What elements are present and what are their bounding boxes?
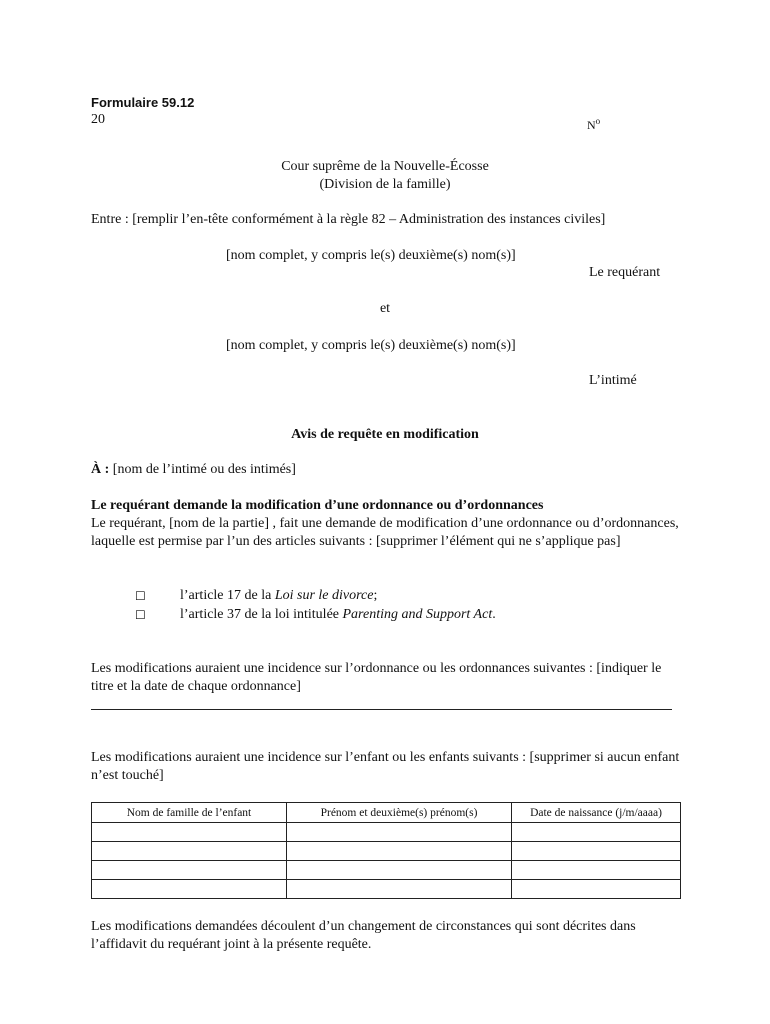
table-cell[interactable] [287, 842, 512, 861]
table-cell[interactable] [512, 861, 681, 880]
table-row [92, 861, 681, 880]
table-cell[interactable] [287, 880, 512, 899]
and-word: et [379, 301, 391, 316]
number-suffix: o [595, 116, 601, 126]
table-cell[interactable] [287, 861, 512, 880]
request-body: Le requérant, [nom de la partie] , fait une demande de modification d’une ordonnance ou d’ordonnances, laquelle est permise par l’un des articles suivants : [supprimer l’élément qui ne s’applique pas] [91, 516, 679, 549]
addressee-line [91, 461, 296, 479]
respondent-role: L’intimé [589, 373, 637, 388]
table-cell[interactable] [92, 823, 287, 842]
notice-title: Avis de requête en modification [291, 427, 479, 442]
table-cell[interactable] [512, 880, 681, 899]
children-text: Les modifications auraient une incidence sur l’enfant ou les enfants suivants : [supprimer si aucun enfant n’est touché] [91, 750, 680, 783]
column-header-last-name: Nom de famille de l’enfant [92, 803, 287, 823]
option-text: l’article 17 de la Loi sur le divorce; [180, 588, 378, 603]
table-cell[interactable] [287, 823, 512, 842]
table-cell[interactable] [92, 880, 287, 899]
option-text: l’article 37 de la loi intitulée Parenting and Support Act. [180, 607, 496, 622]
applicant-name: [nom complet, y compris le(s) deuxième(s) nom(s)] [226, 248, 516, 263]
children-table [91, 802, 681, 899]
respondent-name: [nom complet, y compris le(s) deuxième(s) nom(s)] [226, 338, 516, 353]
option-divorce-act [135, 587, 378, 606]
column-header-birthdate: Date de naissance (j/m/aaaa) [512, 803, 681, 823]
between-line: Entre : [remplir l’en-tête conformément à la règle 82 – Administration des instances civiles] [91, 212, 606, 227]
table-cell[interactable] [92, 842, 287, 861]
orders-input-line[interactable] [91, 709, 672, 710]
form-number: Formulaire 59.12 [91, 95, 195, 110]
file-number-label [587, 112, 600, 134]
checkbox[interactable]: ☐ [135, 608, 146, 622]
to-label: À : [91, 462, 110, 477]
table-cell[interactable] [512, 842, 681, 861]
column-header-first-names: Prénom et deuxième(s) prénom(s) [287, 803, 512, 823]
request-heading: Le requérant demande la modification d’une ordonnance ou d’ordonnances [91, 498, 544, 513]
circumstances-text: Les modifications demandées découlent d’un changement de circonstances qui sont décrites dans l’affidavit du requérant joint à la présente requête. [91, 919, 636, 952]
court-division: (Division de la famille) [319, 177, 451, 192]
table-cell[interactable] [512, 823, 681, 842]
option-parenting-act [135, 606, 496, 625]
orders-text: Les modifications auraient une incidence sur l’ordonnance ou les ordonnances suivantes : [indiquer le titre et la date de chaque ordonnance] [91, 661, 662, 694]
table-cell[interactable] [92, 861, 287, 880]
court-name: Cour suprême de la Nouvelle-Écosse [281, 159, 489, 174]
table-row [92, 823, 681, 842]
table-row [92, 880, 681, 899]
to-value: [nom de l’intimé ou des intimés] [109, 462, 296, 477]
checkbox[interactable]: ☐ [135, 589, 146, 603]
number-label: N [587, 118, 596, 132]
year-prefix: 20 [91, 112, 105, 127]
applicant-role: Le requérant [589, 265, 661, 280]
table-row [92, 842, 681, 861]
